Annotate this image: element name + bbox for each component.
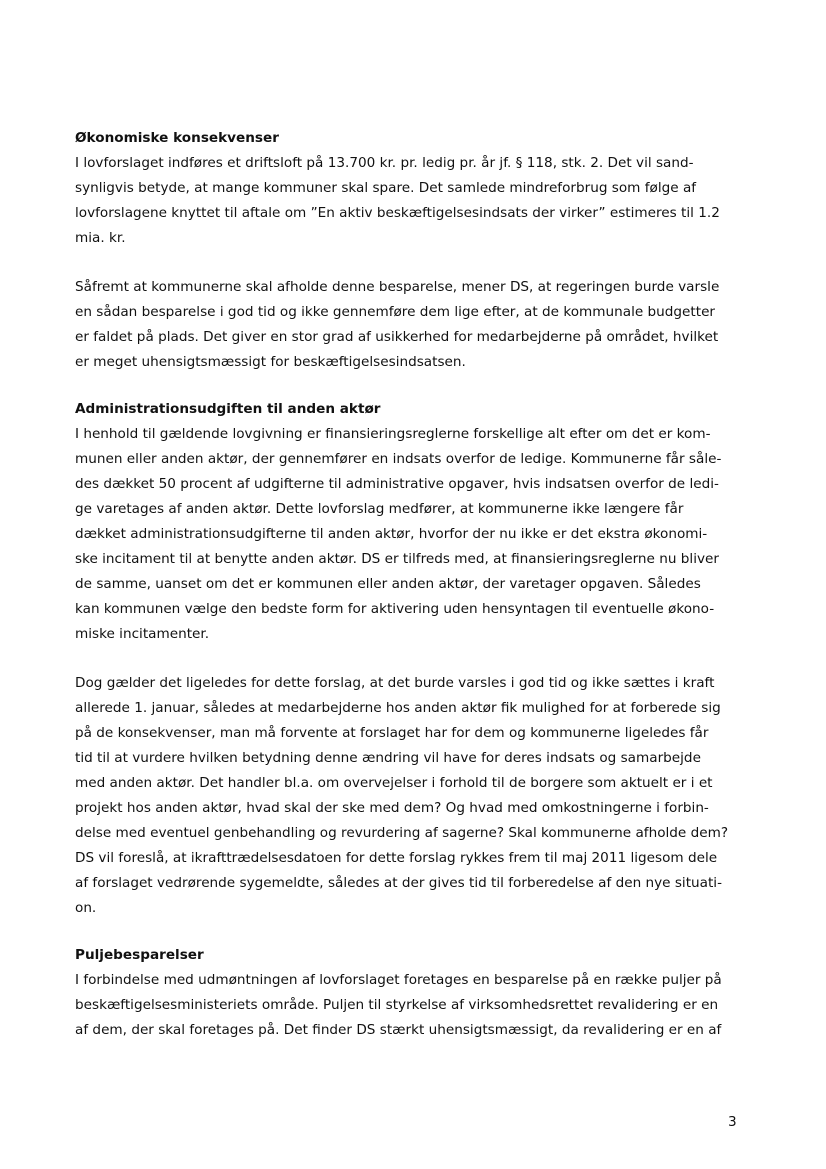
paragraph-gap — [75, 647, 755, 671]
paragraph-line: tid til at vurdere hvilken betydning denne ændring vil have for deres indsats og samarbejde — [75, 750, 701, 766]
paragraph-line: ske incitament til at benytte anden aktør. DS er tilfreds med, at finansieringsreglerne nu bliver — [75, 551, 719, 567]
document-body — [75, 126, 755, 1043]
section-heading: Administrationsudgiften til anden aktør — [75, 401, 381, 417]
paragraph-line: projekt hos anden aktør, hvad skal der ske med dem? Og hvad med omkostningerne i forbin- — [75, 800, 709, 816]
section-gap — [75, 921, 755, 943]
paragraph-line: I lovforslaget indføres et driftsloft på 13.700 kr. pr. ledig pr. år jf. § 118, stk. 2. Det vil sand- — [75, 155, 694, 171]
paragraph-line: ge varetages af anden aktør. Dette lovforslag medfører, at kommunerne ikke længere får — [75, 501, 684, 517]
section-heading: Puljebesparelser — [75, 947, 204, 963]
paragraph-line: de samme, uanset om det er kommunen eller anden aktør, der varetager opgaven. Således — [75, 576, 701, 592]
paragraph-line: er faldet på plads. Det giver en stor grad af usikkerhed for medarbejderne på området, hvilket — [75, 329, 719, 345]
paragraph-line: on. — [75, 900, 97, 916]
paragraph-line: af dem, der skal foretages på. Det finder DS stærkt uhensigtsmæssigt, da revalidering er en af — [75, 1022, 722, 1038]
paragraph-line: af forslaget vedrørende sygemeldte, således at der gives tid til forberedelse af den nye situati- — [75, 875, 722, 891]
paragraph-line: allerede 1. januar, således at medarbejderne hos anden aktør fik mulighed for at forberede sig — [75, 700, 721, 716]
paragraph-line: I henhold til gældende lovgivning er finansieringsreglerne forskellige alt efter om det er kom- — [75, 426, 711, 442]
section-gap — [75, 375, 755, 397]
paragraph-line: beskæftigelsesministeriets område. Puljen til styrkelse af virksomhedsrettet revalidering er en — [75, 997, 719, 1013]
paragraph-line: Dog gælder det ligeledes for dette forslag, at det burde varsles i god tid og ikke sættes i kraft — [75, 675, 715, 691]
paragraph-line: en sådan besparelse i god tid og ikke gennemføre dem lige efter, at de kommunale budgetter — [75, 304, 716, 320]
paragraph-line: mia. kr. — [75, 230, 126, 246]
paragraph-gap — [75, 251, 755, 275]
paragraph-line: I forbindelse med udmøntningen af lovforslaget foretages en besparelse på en række puljer på — [75, 972, 722, 988]
paragraph-line: med anden aktør. Det handler bl.a. om overvejelser i forhold til de borgere som aktuelt er i et — [75, 775, 713, 791]
paragraph-line: miske incitamenter. — [75, 626, 210, 642]
page-number: 3 — [728, 1114, 737, 1130]
paragraph-line: delse med eventuel genbehandling og revurdering af sagerne? Skal kommunerne afholde dem? — [75, 825, 729, 841]
section-heading: Økonomiske konsekvenser — [75, 130, 279, 146]
paragraph-line: lovforslagene knyttet til aftale om ”En aktiv beskæftigelsesindsats der virker” estimeres til 1.2 — [75, 205, 720, 221]
paragraph-line: på de konsekvenser, man må forvente at forslaget har for dem og kommunerne ligeledes får — [75, 725, 709, 741]
paragraph-line: Såfremt at kommunerne skal afholde denne besparelse, mener DS, at regeringen burde varsle — [75, 279, 720, 295]
paragraph-line: dækket administrationsudgifterne til anden aktør, hvorfor der nu ikke er det ekstra økonomi- — [75, 526, 708, 542]
paragraph-line: DS vil foreslå, at ikrafttrædelsesdatoen for dette forslag rykkes frem til maj 2011 ligesom dele — [75, 850, 718, 866]
paragraph-line: des dækket 50 procent af udgifterne til administrative opgaver, hvis indsatsen overfor de ledi- — [75, 476, 719, 492]
paragraph-line: kan kommunen vælge den bedste form for aktivering uden hensyntagen til eventuelle økono- — [75, 601, 715, 617]
paragraph-line: munen eller anden aktør, der gennemfører en indsats overfor de ledige. Kommunerne får såle- — [75, 451, 722, 467]
paragraph-line: synligvis betyde, at mange kommuner skal spare. Det samlede mindreforbrug som følge af — [75, 180, 697, 196]
paragraph-line: er meget uhensigtsmæssigt for beskæftigelsesindsatsen. — [75, 354, 466, 370]
